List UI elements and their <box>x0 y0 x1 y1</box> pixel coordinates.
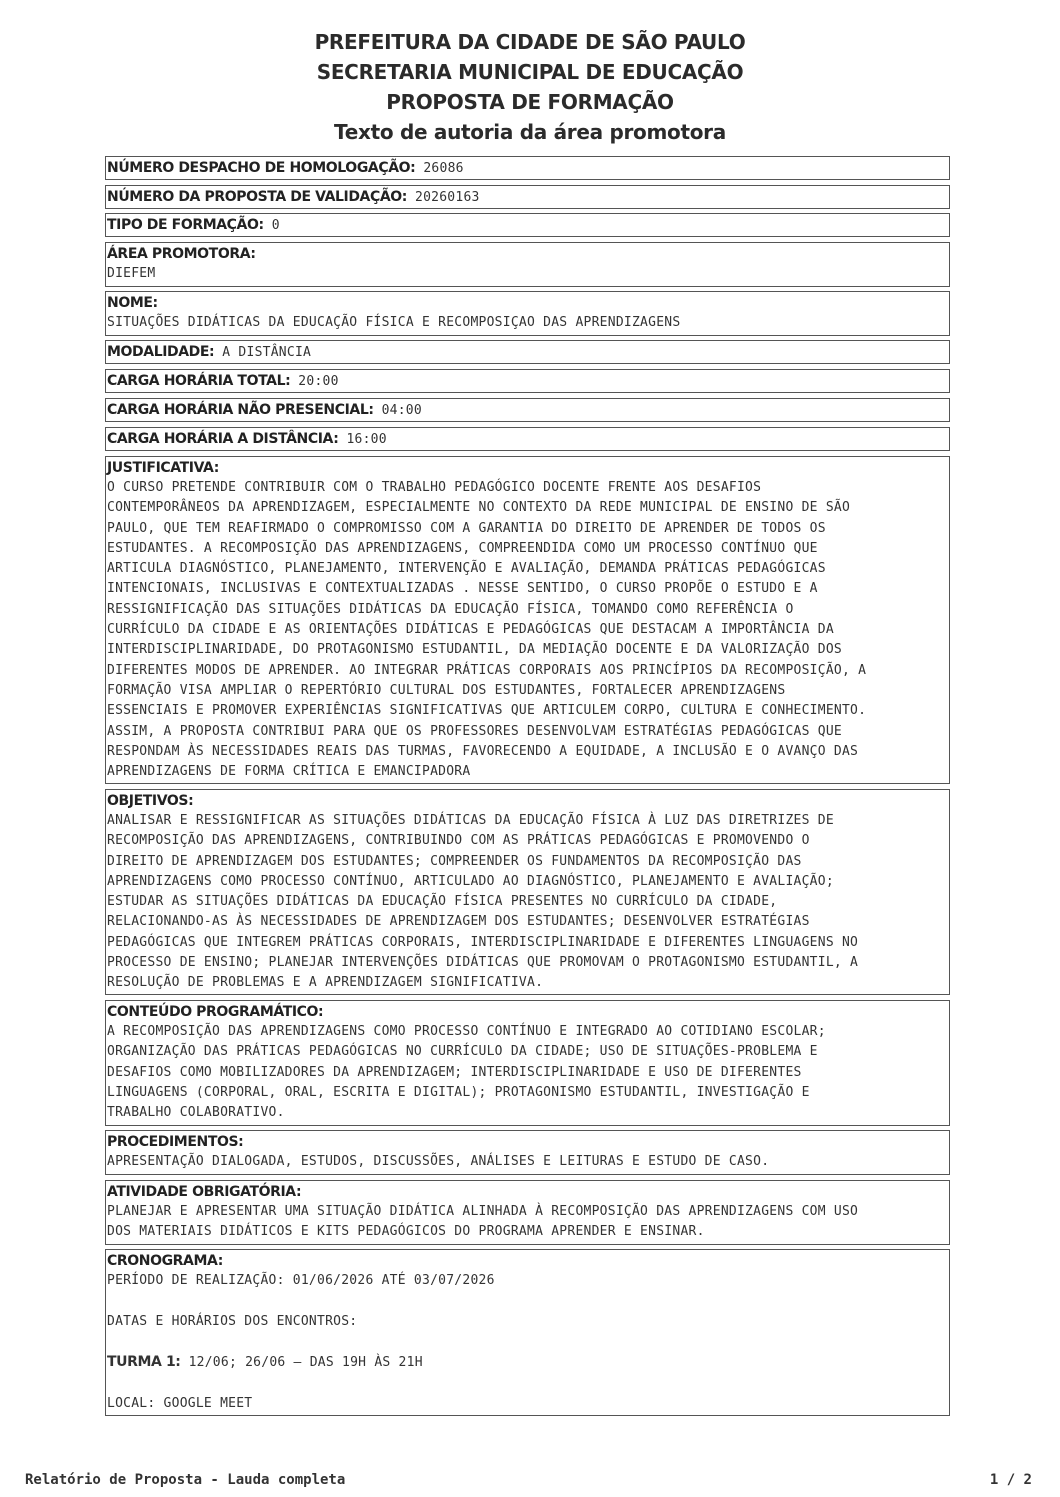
cronograma-turma-label: TURMA 1: <box>107 1354 181 1371</box>
field-carga-nao-presencial <box>105 398 950 422</box>
field-cronograma-label: CRONOGRAMA: <box>107 1253 223 1269</box>
cronograma-datas: DATAS E HORÁRIOS DOS ENCONTROS: <box>107 1313 358 1329</box>
field-tipo <box>105 213 950 237</box>
field-carga-distancia-label: CARGA HORÁRIA A DISTÂNCIA: <box>107 431 339 447</box>
field-area-value: DIEFEM <box>107 266 156 281</box>
cronograma-turma-value: 12/06; 26/06 — DAS 19H ÀS 21H <box>188 1355 423 1371</box>
field-modalidade <box>105 340 950 364</box>
field-procedimentos-value: APRESENTAÇÃO DIALOGADA, ESTUDOS, DISCUSSÕES, ANÁLISES E LEITURAS E ESTUDO DE CASO. <box>107 1154 770 1169</box>
cronograma-periodo: PERÍODO DE REALIZAÇÃO: 01/06/2026 ATÉ 03/07/2026 <box>107 1273 495 1288</box>
field-modalidade-label: MODALIDADE: <box>107 344 215 360</box>
field-carga-total <box>105 369 950 393</box>
field-objetivos-value: ANALISAR E RESSIGNIFICAR AS SITUAÇÕES DIDÁTICAS DA EDUCAÇÃO FÍSICA À LUZ DAS DIRETRIZES DE RECOMPOSIÇÃO DAS APRENDIZAGENS, CONTRIBUINDO COM AS PRÁTICAS PEDAGÓGICAS E PROMOVENDO O DIREITO DE APRENDIZAGEM DOS ESTUDANTES; COMPREENDER OS FUNDAMENTOS DA RECOMPOSIÇÃO DAS APRENDIZAGENS COMO PROCESSO CONTÍNUO, ARTICULADO AO DIAGNÓSTICO, PLANEJAMENTO E AVALIAÇÃO; ESTUDAR AS SITUAÇÕES DIDÁTICAS DA EDUCAÇÃO FÍSICA PRESENTES NO CURRÍCULO DA CIDADE, RELACIONANDO-AS ÀS NECESSIDADES DE APRENDIZAGEM DOS ESTUDANTES; DESENVOLVER ESTRATÉGIAS PEDAGÓGICAS QUE INTEGREM PRÁTICAS CORPORAIS, INTERDISCIPLINARIDADE E DIFERENTES LINGUAGENS NO PROCESSO DE ENSINO; PLANEJAR INTERVENÇÕES DIDÁTICAS QUE PROMOVAM O PROTAGONISMO ESTUDANTIL, A RESOLUÇÃO DE PROBLEMAS E A APRENDIZAGEM SIGNIFICATIVA. <box>107 813 859 991</box>
field-carga-distancia <box>105 427 950 451</box>
field-procedimentos <box>105 1130 950 1175</box>
field-objetivos-label: OBJETIVOS: <box>107 793 194 809</box>
footer-report-title: Relatório de Proposta - Lauda completa <box>25 1472 346 1488</box>
field-despacho-value: 26086 <box>423 161 464 176</box>
field-area-label: ÁREA PROMOTORA: <box>107 246 256 262</box>
field-carga-total-value: 20:00 <box>298 374 339 389</box>
cronograma-spacer <box>107 1332 949 1352</box>
field-conteudo-value: A RECOMPOSIÇÃO DAS APRENDIZAGENS COMO PROCESSO CONTÍNUO E INTEGRADO AO COTIDIANO ESCOLAR; ORGANIZAÇÃO DAS PRÁTICAS PEDAGÓGICAS NO CURRÍCULO DA CIDADE; USO DE SITUAÇÕES-PROBLEMA E DESAFIOS COMO MOBILIZADORES DA APRENDIZAGEM; INTERDISCIPLINARIDADE E USO DE DIFERENTES LINGUAGENS (CORPORAL, ORAL, ESCRITA E DIGITAL); PROTAGONISMO ESTUDANTIL, INVESTIGAÇÃO E TRABALHO COLABORATIVO. <box>107 1024 826 1121</box>
field-modalidade-value: A DISTÂNCIA <box>222 345 312 360</box>
field-nome <box>105 291 950 336</box>
cronograma-local: LOCAL: GOOGLE MEET <box>107 1395 253 1411</box>
field-nome-value: SITUAÇÕES DIDÁTICAS DA EDUCAÇÃO FÍSICA E RECOMPOSIÇAO DAS APRENDIZAGENS <box>107 315 681 330</box>
field-carga-total-label: CARGA HORÁRIA TOTAL: <box>107 373 291 389</box>
field-proposta-value: 20260163 <box>415 190 480 205</box>
footer-page-number: 1 / 2 <box>989 1472 1032 1488</box>
field-despacho-label: NÚMERO DESPACHO DE HOMOLOGAÇÃO: <box>107 160 416 176</box>
document-header <box>0 27 1060 147</box>
field-despacho <box>105 156 950 180</box>
header-prefeitura: PREFEITURA DA CIDADE DE SÃO PAULO <box>314 30 746 54</box>
field-procedimentos-label: PROCEDIMENTOS: <box>107 1134 244 1150</box>
field-tipo-label: TIPO DE FORMAÇÃO: <box>107 217 264 233</box>
field-proposta-label: NÚMERO DA PROPOSTA DE VALIDAÇÃO: <box>107 189 407 205</box>
field-cronograma <box>105 1249 950 1416</box>
field-justificativa <box>105 456 950 784</box>
field-tipo-value: 0 <box>271 218 280 233</box>
field-conteudo <box>105 1000 950 1126</box>
field-carga-distancia-value: 16:00 <box>346 432 387 447</box>
cronograma-turma <box>107 1352 949 1373</box>
field-conteudo-label: CONTEÚDO PROGRAMÁTICO: <box>107 1004 324 1020</box>
field-carga-nao-presencial-label: CARGA HORÁRIA NÃO PRESENCIAL: <box>107 402 374 418</box>
field-atividade-label: ATIVIDADE OBRIGATÓRIA: <box>107 1184 302 1200</box>
field-proposta <box>105 185 950 209</box>
field-atividade <box>105 1180 950 1245</box>
header-secretaria: SECRETARIA MUNICIPAL DE EDUCAÇÃO <box>316 60 744 84</box>
header-subtitle: Texto de autoria da área promotora <box>334 120 726 144</box>
header-proposta: PROPOSTA DE FORMAÇÃO <box>386 90 674 114</box>
cronograma-spacer <box>107 1291 949 1311</box>
cronograma-spacer <box>107 1373 949 1393</box>
field-atividade-value: PLANEJAR E APRESENTAR UMA SITUAÇÃO DIDÁTICA ALINHADA À RECOMPOSIÇÃO DAS APRENDIZAGENS COM USO DOS MATERIAIS DIDÁTICOS E KITS PEDAGÓGICOS DO PROGRAMA APRENDER E ENSINAR. <box>107 1204 859 1240</box>
field-justificativa-value: O CURSO PRETENDE CONTRIBUIR COM O TRABALHO PEDAGÓGICO DOCENTE FRENTE AOS DESAFIOS CONTEMPORÂNEOS DA APRENDIZAGEM, ESPECIALMENTE NO CONTEXTO DA REDE MUNICIPAL DE ENSINO DE SÃO PAULO, QUE TEM REAFIRMADO O COMPROMISSO COM A GARANTIA DO DIREITO DE APRENDER DE TODOS OS ESTUDANTES. A RECOMPOSIÇÃO DAS APRENDIZAGENS, COMPREENDIDA COMO UM PROCESSO CONTÍNUO QUE ARTICULA DIAGNÓSTICO, PLANEJAMENTO, INTERVENÇÃO E AVALIAÇÃO, DEMANDA PRÁTICAS PEDAGÓGICAS INTENCIONAIS, INCLUSIVAS E CONTEXTUALIZADAS . NESSE SENTIDO, O CURSO PROPÕE O ESTUDO E A RESSIGNIFICAÇÃO DAS SITUAÇÕES DIDÁTICAS DA EDUCAÇÃO FÍSICA, TOMANDO COMO REFERÊNCIA O CURRÍCULO DA CIDADE E AS ORIENTAÇÕES DIDÁTICAS E PEDAGÓGICAS QUE DESTACAM A IMPORTÂNCIA DA INTERDISCIPLINARIDADE, DO PROTAGONISMO ESTUDANTIL, DA MEDIAÇÃO DOCENTE E DA VALORIZAÇÃO DOS DIFERENTES MODOS DE APRENDER. AO INTEGRAR PRÁTICAS CORPORAIS AOS PRINCÍPIOS DA RECOMPOSIÇÃO, A FORMAÇÃO VISA AMPLIAR O REPERTÓRIO CULTURAL DOS ESTUDANTES, FORTALECER APRENDIZAGENS ESSENCIAIS E PROMOVER EXPERIÊNCIAS SIGNIFICATIVAS QUE ARTICULEM CORPO, CULTURA E CONHECIMENTO. ASSIM, A PROPOSTA CONTRIBUI PARA QUE OS PROFESSORES DESENVOLVAM ESTRATÉGIAS PEDAGÓGICAS QUE RESPONDAM ÀS NECESSIDADES REAIS DAS TURMAS, FAVORECENDO A EQUIDADE, A INCLUSÃO E O AVANÇO DAS APRENDIZAGENS DE FORMA CRÍTICA E EMANCIPADORA <box>107 480 867 780</box>
field-objetivos <box>105 789 950 995</box>
field-justificativa-label: JUSTIFICATIVA: <box>107 460 219 476</box>
field-nome-label: NOME: <box>107 295 158 311</box>
field-carga-nao-presencial-value: 04:00 <box>381 403 422 418</box>
field-area <box>105 242 950 287</box>
